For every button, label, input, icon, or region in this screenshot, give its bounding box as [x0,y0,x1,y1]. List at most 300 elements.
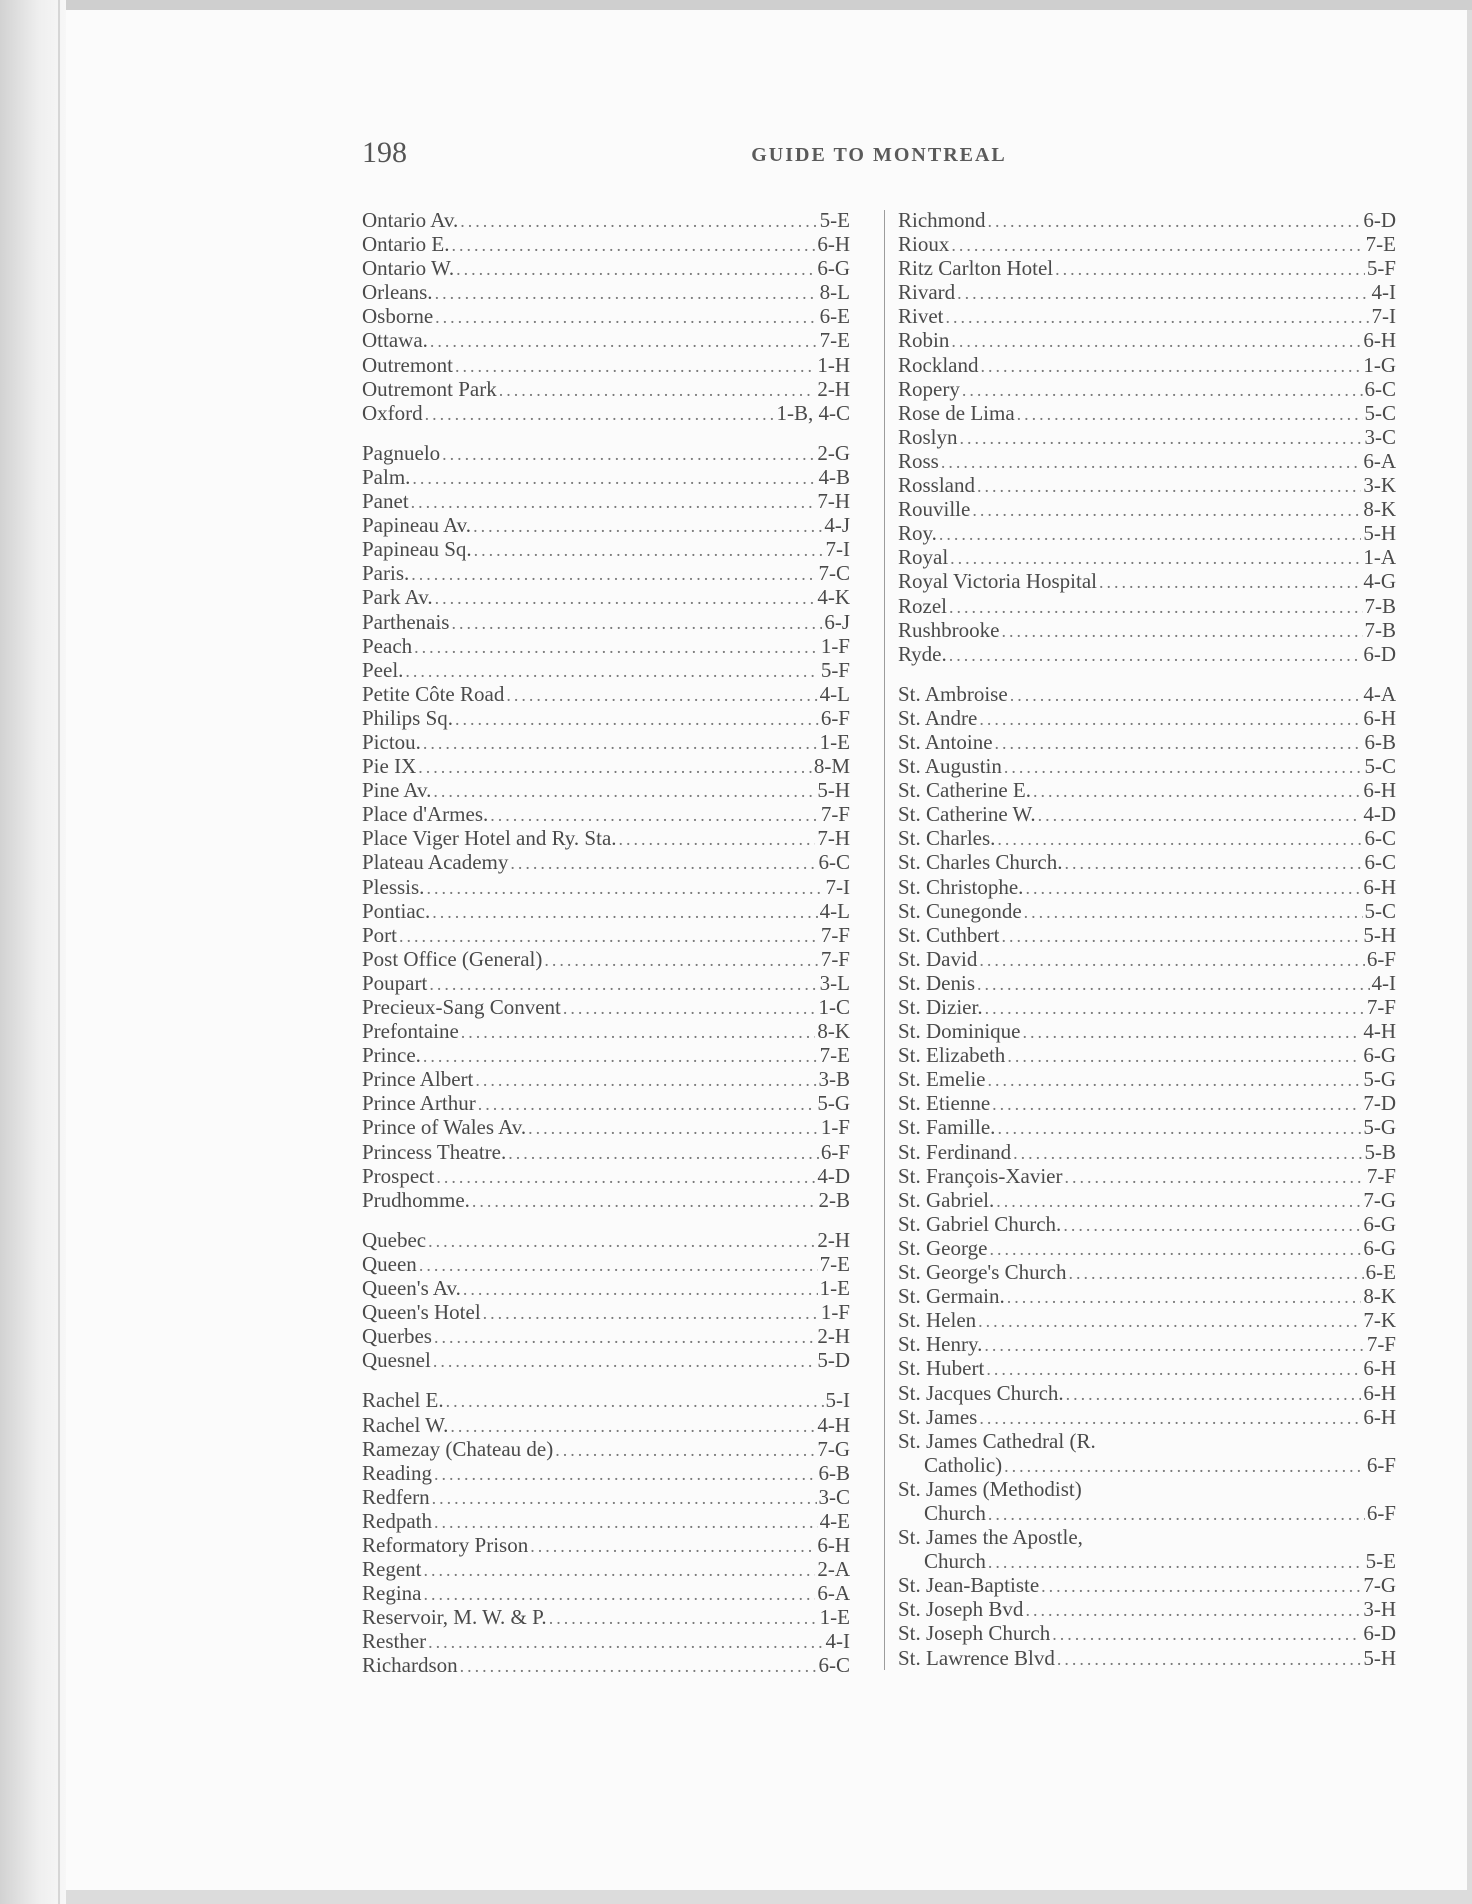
index-entry [362,1461,850,1485]
entry-name: Paris. [362,561,410,586]
map-reference: 6-F [1366,946,1396,971]
map-reference: 5-C [1364,898,1396,923]
index-entry [898,449,1396,473]
entry-name: Ross [898,448,939,473]
map-reference: 4-E [819,1508,850,1533]
index-entry [362,489,850,513]
entry-name: St. Famille. [898,1115,996,1140]
index-entry [362,561,850,585]
map-reference: 2-H [817,1227,850,1252]
index-entry [362,1509,850,1533]
entry-name: St. Christophe. [898,874,1024,899]
map-reference: 4-I [1371,280,1396,305]
index-entry [362,537,850,561]
map-reference: 7-E [819,1251,850,1276]
entry-name: Ropery [898,376,960,401]
index-entry [362,1557,850,1581]
dot-leader [1055,257,1365,281]
entry-name: Rivard [898,280,956,305]
map-reference: 7-E [819,328,850,353]
entry-name: St. Denis [898,970,976,995]
dot-leader [460,1654,817,1678]
entry-name: St. George's Church [898,1260,1067,1285]
index-entry [362,947,850,971]
index-entry [362,1164,850,1188]
map-reference: 6-C [1364,850,1396,875]
dot-leader [423,1558,815,1582]
entry-name: Pontiac. [362,898,431,923]
index-entry [362,778,850,802]
dot-leader [988,209,1362,233]
dot-leader [992,1092,1361,1116]
entry-name: St. Jean-Baptiste [898,1573,1040,1598]
map-reference: 4-L [819,898,850,923]
map-reference: 5-E [819,208,850,232]
dot-leader [985,996,1365,1020]
entry-name: St. Lawrence Blvd [898,1645,1055,1670]
index-entry [362,1019,850,1043]
dot-leader [528,1116,819,1140]
index-entry [898,1525,1396,1549]
entry-name: Queen [362,1251,417,1276]
index-entry [362,875,850,899]
entry-name: Church [924,1549,986,1574]
map-reference: 2-H [817,376,850,401]
map-reference: 5-H [1363,521,1396,546]
dot-leader [432,1486,817,1510]
entry-name: Ryde. [898,641,947,666]
map-reference: 6-A [817,1581,850,1606]
index-column-right [898,208,1396,1670]
dot-leader [423,1582,815,1606]
dot-leader [1063,1213,1361,1237]
dot-leader [451,611,822,635]
entry-name: Prospect [362,1163,435,1188]
entry-name: Royal [898,545,949,570]
index-entry [898,208,1396,232]
map-reference: 5-I [825,1388,850,1413]
entry-name: Rockland [898,352,979,377]
index-entry [362,513,850,537]
map-reference: 5-C [1364,400,1396,425]
map-reference: 2-G [817,440,850,465]
map-reference: 4-L [819,681,850,706]
index-entry [362,1252,850,1276]
index-entry [898,256,1396,280]
index-entry [362,353,850,377]
index-entry [362,971,850,995]
dot-leader [472,1189,817,1213]
index-entry [898,353,1396,377]
index-entry [898,995,1396,1019]
entry-name: Querbes [362,1324,432,1349]
index-entry [362,1115,850,1139]
index-entry [362,1437,850,1461]
dot-leader [1007,1285,1362,1309]
map-reference: 5-D [817,1348,850,1373]
dot-leader [473,514,822,538]
entry-name: St. Jacques Church. [898,1380,1064,1405]
map-reference: 7-D [1363,1091,1396,1116]
dot-leader [510,851,816,875]
index-entry [362,328,850,352]
map-reference: 7-F [820,802,850,827]
map-reference: 5-G [1363,1067,1396,1092]
dot-leader [478,1092,816,1116]
dot-leader [434,1510,818,1534]
map-reference: 8-L [819,280,850,305]
map-reference: 6-C [818,850,850,875]
map-reference: 7-E [819,1043,850,1068]
index-entry [362,995,850,1019]
dot-leader [544,948,818,972]
dot-leader [988,1550,1364,1574]
entry-name: St. Andre [898,705,978,730]
dot-leader [508,1141,819,1165]
entry-name: Plateau Academy [362,850,509,875]
entry-name: Richmond [898,208,986,232]
map-reference: 1-H [817,352,850,377]
entry-name: Ontario E. [362,232,450,257]
map-reference: 6-H [1363,705,1396,730]
entry-name: Post Office (General) [362,946,543,971]
index-entry [898,971,1396,995]
entry-name: Rozel [898,593,947,618]
dot-leader [1002,619,1363,643]
map-reference: 6-E [1365,1260,1396,1285]
map-reference: 6-F [1366,1500,1396,1525]
entry-name: Richardson [362,1653,458,1678]
dot-leader [549,1606,818,1630]
index-entry [898,377,1396,401]
map-reference: 1-A [1363,545,1396,570]
dot-leader [941,450,1361,474]
dot-leader [619,827,816,851]
dot-leader [988,1068,1362,1092]
dot-leader [414,635,819,659]
entry-name: Prudhomme. [362,1187,470,1212]
entry-name: Place Viger Hotel and Ry. Sta. [362,826,617,851]
dot-leader [456,257,815,281]
entry-name: Princess Theatre. [362,1139,507,1164]
dot-leader [1025,1598,1361,1622]
index-entry [362,441,850,465]
dot-leader [989,1237,1361,1261]
dot-leader [979,1406,1361,1430]
dot-leader [995,731,1363,755]
map-reference: 6-B [1364,729,1396,754]
entry-name: Philips Sq. [362,705,454,730]
entry-name: Quebec [362,1227,427,1252]
index-entry [362,585,850,609]
entry-name: St. Joseph Church [898,1621,1051,1646]
map-reference: 6-H [817,1532,850,1557]
map-reference: 6-H [817,232,850,257]
index-entry [898,545,1396,569]
map-reference: 1-B, 4-C [776,400,850,425]
index-entry [898,706,1396,730]
map-reference: 6-F [820,1139,850,1164]
index-entry [898,1067,1396,1091]
entry-name: Oxford [362,400,423,425]
map-reference: 6-C [818,1653,850,1678]
map-reference: 5-F [820,657,850,682]
dot-leader [450,1414,815,1438]
section-gap [362,1212,850,1228]
dot-leader [433,779,815,803]
map-reference: 4-K [817,585,850,610]
entry-name: St. Dizier. [898,995,983,1019]
dot-leader [977,474,1361,498]
dot-leader [412,466,816,490]
index-entry [898,947,1396,971]
index-entry [898,754,1396,778]
entry-name: Papineau Av. [362,513,472,538]
dot-leader [425,402,775,426]
entry-name: Place d'Armes. [362,802,489,827]
dot-leader [1052,1622,1361,1646]
map-reference: 1-F [820,633,850,658]
entry-name: Redfern [362,1484,430,1509]
dot-leader [977,972,1369,996]
dot-leader [1010,683,1362,707]
index-entry [362,208,850,232]
spine-edge [58,0,60,1904]
entry-name: Rouville [898,497,971,522]
index-entry [898,1453,1396,1477]
map-reference: 7-K [1363,1308,1396,1333]
running-title: GUIDE TO MONTREAL [751,144,1007,166]
map-reference: 6-H [1363,328,1396,353]
entry-name: Roy. [898,521,937,546]
index-entry [898,1597,1396,1621]
index-entry [362,465,850,489]
map-reference: 7-G [1363,1187,1396,1212]
map-reference: 6-H [1363,874,1396,899]
dot-leader [1002,924,1362,948]
entry-name: Reading [362,1460,432,1485]
dot-leader [463,1277,818,1301]
index-entry [898,521,1396,545]
dot-leader [960,426,1363,450]
dot-leader [429,972,817,996]
index-entry [898,1284,1396,1308]
map-reference: 1-F [820,1115,850,1140]
entry-name: St. Hubert [898,1356,985,1381]
map-reference: 4-I [1371,970,1396,995]
entry-name: Rivet [898,304,944,329]
map-reference: 6-H [1363,1380,1396,1405]
dot-leader [530,1534,815,1558]
entry-name: Prince. [362,1043,421,1068]
dot-leader [483,1301,819,1325]
map-reference: 7-F [820,946,850,971]
index-entry [898,1260,1396,1284]
dot-leader [461,1020,816,1044]
dot-leader [1041,1574,1361,1598]
dot-leader [1066,1382,1362,1406]
dot-leader [939,522,1361,546]
index-entry [898,778,1396,802]
index-entry [898,425,1396,449]
map-reference: 6-H [1363,1356,1396,1381]
entry-name: Rose de Lima [898,400,1015,425]
entry-name: Orleans. [362,280,433,305]
entry-name: St. Germain. [898,1284,1005,1309]
entry-name: Robin [898,328,950,353]
map-reference: 6-H [1363,778,1396,803]
index-entry [362,1485,850,1509]
index-entry [898,304,1396,328]
map-reference: 7-G [1363,1573,1396,1598]
dot-leader [436,1165,815,1189]
dot-leader [949,643,1362,667]
index-entry [898,730,1396,754]
map-reference: 6-H [1363,1404,1396,1429]
map-reference: 4-G [1363,569,1396,594]
index-entry [362,1228,850,1252]
dot-leader [499,378,816,402]
entry-name: Reformatory Prison [362,1532,529,1557]
dot-leader [1033,779,1361,803]
index-entry [362,1067,850,1091]
entry-name: Pagnuelo [362,440,441,465]
index-entry [362,1629,850,1653]
dot-leader [451,233,815,257]
index-entry [898,569,1396,593]
index-entry [362,850,850,874]
map-reference: 5-H [1363,1645,1396,1670]
index-entry [362,634,850,658]
map-reference: 4-B [818,464,850,489]
index-entry [898,1405,1396,1429]
entry-name: St. Helen [898,1308,977,1333]
entry-name: St. James the Apostle, [898,1525,1083,1550]
map-reference: 7-G [817,1436,850,1461]
entry-name: St. François-Xavier [898,1163,1063,1188]
entry-name: Roslyn [898,424,958,449]
index-entry [362,899,850,923]
index-entry [898,280,1396,304]
map-reference: 8-K [1363,497,1396,522]
map-reference: 3-C [1364,424,1396,449]
entry-name: St. James [898,1404,978,1429]
index-entry [898,850,1396,874]
entry-name: St. Cunegonde [898,898,1022,923]
dot-leader [986,1357,1361,1381]
map-reference: 6-G [817,256,850,281]
index-entry [362,706,850,730]
entry-name: Royal Victoria Hospital [898,569,1097,594]
index-entry [898,899,1396,923]
index-entry [898,1188,1396,1212]
map-reference: 2-H [817,1324,850,1349]
map-reference: 7-E [1365,232,1396,257]
dot-leader [1064,851,1362,875]
entry-name: Rossland [898,473,976,498]
entry-name: St. James Cathedral (R. [898,1428,1096,1453]
index-entry [362,923,850,947]
index-entry [362,682,850,706]
entry-name: Ritz Carlton Hotel [898,256,1054,281]
index-entry [362,1140,850,1164]
map-reference: 6-D [1363,641,1396,666]
entry-name: Port [362,922,398,947]
entry-name: St. Charles Church. [898,850,1063,875]
dot-leader [433,1349,816,1373]
column-divider [884,210,885,1670]
dot-leader [442,442,815,466]
dot-leader [432,900,817,924]
index-entry [898,682,1396,706]
page-number: 198 [362,136,407,169]
dot-leader [460,209,817,233]
index-entry [362,1300,850,1324]
entry-name: Prince Albert [362,1067,474,1092]
index-entry [362,377,850,401]
map-reference: 6-G [1363,1211,1396,1236]
dot-leader [490,803,819,827]
map-reference: 2-A [817,1557,850,1582]
map-reference: 7-B [1364,593,1396,618]
index-entry [898,1501,1396,1525]
dot-leader [455,707,819,731]
dot-leader [419,1253,818,1277]
dot-leader [1025,876,1361,900]
dot-leader [423,731,818,755]
entry-name: Quesnel [362,1348,431,1373]
entry-name: Plessis. [362,874,425,899]
map-reference: 4-H [1363,1019,1396,1044]
index-entry [362,802,850,826]
map-reference: 6-A [1363,448,1396,473]
dot-leader [1068,1261,1363,1285]
map-reference: 8-M [813,754,850,779]
map-reference: 4-D [817,1163,850,1188]
index-entry [898,642,1396,666]
entry-name: Ontario Av. [362,208,459,232]
dot-leader [978,1309,1361,1333]
entry-name: St. Emelie [898,1067,986,1092]
index-entry [898,1140,1396,1164]
map-reference: 8-K [1363,1284,1396,1309]
dot-leader [428,1630,823,1654]
map-reference: 5-H [817,778,850,803]
map-reference: 1-E [819,729,850,754]
entry-name: Catholic) [924,1452,1003,1477]
section-gap [362,425,850,441]
entry-name: St. Ambroise [898,681,1008,706]
map-reference: 7-B [1364,617,1396,642]
entry-name: Peel. [362,657,404,682]
map-reference: 6-D [1363,1621,1396,1646]
entry-name: Precieux-Sang Convent [362,995,561,1019]
index-entry [898,802,1396,826]
index-entry [898,594,1396,618]
index-entry [362,826,850,850]
dot-leader [435,586,816,610]
dot-leader [949,595,1363,619]
map-reference: 6-J [824,609,850,634]
dot-leader [418,755,812,779]
index-entry [898,1308,1396,1332]
entry-name: St. Gabriel. [898,1187,995,1212]
entry-name: Church [924,1500,986,1525]
map-reference: 6-G [1363,1235,1396,1260]
map-reference: 7-I [825,537,850,562]
dot-leader [434,1462,817,1486]
map-reference: 3-L [819,970,850,995]
